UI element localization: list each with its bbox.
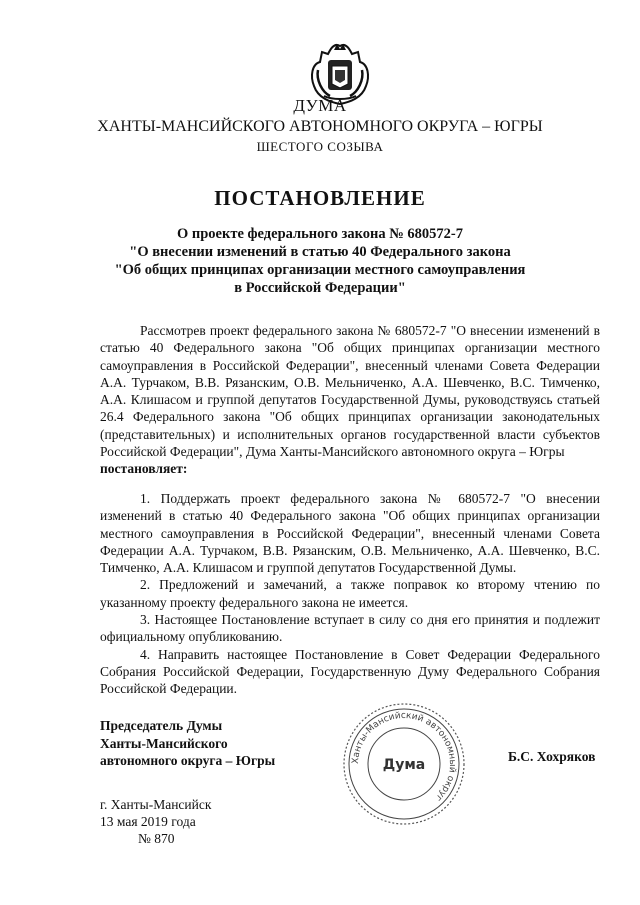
- signatory-position: [100, 717, 275, 770]
- place-date-number: [100, 796, 211, 847]
- subject-line: в Российской Федерации": [234, 280, 406, 296]
- signatory-name: Б.С. Хохряков: [508, 749, 596, 764]
- document-number: № 870: [138, 831, 175, 846]
- resolution-item: 3. Настоящее Постановление вступает в силу со дня его принятия и подлежит официальному опубликованию.: [100, 612, 600, 645]
- document-title: ПОСТАНОВЛЕНИЕ: [214, 186, 426, 210]
- position-line: Председатель Думы: [100, 718, 223, 733]
- city: г. Ханты-Мансийск: [100, 797, 212, 812]
- subject-line: О проекте федерального закона № 680572-7: [176, 226, 464, 242]
- resolution-item: 4. Направить настоящее Постановление в Совет Федерации Федерального Собрания Российской Федерации, Государственную Думу Федерального Собрания Российской Федерации.: [100, 646, 600, 697]
- position-line: Ханты-Мансийского: [100, 735, 228, 751]
- subject-line: "О внесении изменений в статью 40 Федерального закона: [129, 244, 511, 260]
- resolves-word: постановляет:: [100, 461, 188, 477]
- subject-line: "Об общих принципах организации местного самоуправления: [114, 262, 526, 278]
- resolution-item: 1. Поддержать проект федерального закона № 680572-7 "О внесении изменений в статью 40 Федерального закона "Об общих принципах организации местного самоуправления в Российской Федерации", внесенный членами Совета Федерации А.А. Турчаком, В.В. Рязанским, О.В. Мельниченко, А.А. Шевченко, В.С. Тимченко, А.А. Клишасом и группой депутатов Государственной Думы.: [100, 491, 600, 576]
- stamp-ring-text: Ханты-Мансийский автономный округ: [350, 710, 458, 803]
- stamp-center-text: Дума: [382, 757, 426, 773]
- position-line: автономного округа – Югры: [100, 753, 276, 768]
- resolution-item: 2. Предложений и замечаний, а также поправок ко второму чтению по указанному проекту федерального закона не имеется.: [100, 577, 600, 610]
- subject-heading: [0, 225, 640, 297]
- official-stamp: [340, 700, 468, 828]
- date: 13 мая 2019 года: [100, 814, 196, 829]
- preamble: [100, 322, 600, 478]
- convocation: ШЕСТОГО СОЗЫВА: [256, 139, 384, 154]
- preamble-text: Рассмотрев проект федерального закона № 680572-7 "О внесении изменений в статью 40 Федерального закона "Об общих принципах организации местного самоуправления в Российской Федерации", внесенный членами Совета Федерации А.А. Турчаком, В.В. Рязанским, О.В. Мельниченко, А.А. Шевченко, В.С. Тимченко, А.А. Клишасом и группой депутатов Государственной Думы, руководствуясь статьей 26.4 Федерального закона "Об общих принципах организации законодательных (представительных) и исполнительных органов государственной власти субъектов Российской Федерации", Дума Ханты-Мансийского автономного округа – Югры: [100, 323, 600, 460]
- org-name-line2: ХАНТЫ-МАНСИЙСКОГО АВТОНОМНОГО ОКРУГА – ЮГРЫ: [97, 118, 543, 135]
- org-name-line1: ДУМА: [293, 96, 347, 115]
- resolution-items: [100, 490, 600, 698]
